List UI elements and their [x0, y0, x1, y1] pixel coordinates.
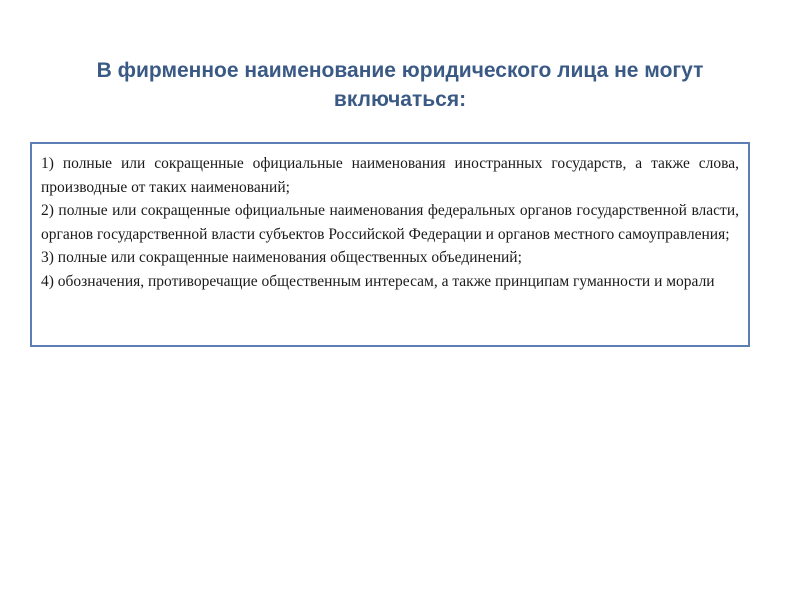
list-item-2: 2) полные или сокращенные официальные наименования федеральных органов государственной власти, органов государственной власти субъектов Российской Федерации и органов местного самоуправления; — [41, 202, 739, 243]
restrictions-list-box — [30, 142, 750, 347]
slide-title: В фирменное наименование юридического лица не могут включаться: — [96, 59, 704, 111]
list-item-4: 4) обозначения, противоречащие общественным интересам, а также принципам гуманности и морали — [41, 272, 715, 290]
list-item-1: 1) полные или сокращенные официальные наименования иностранных государств, а также слова, производные от таких наименований; — [41, 155, 739, 196]
list-item-3: 3) полные или сокращенные наименования общественных объединений; — [41, 249, 522, 266]
